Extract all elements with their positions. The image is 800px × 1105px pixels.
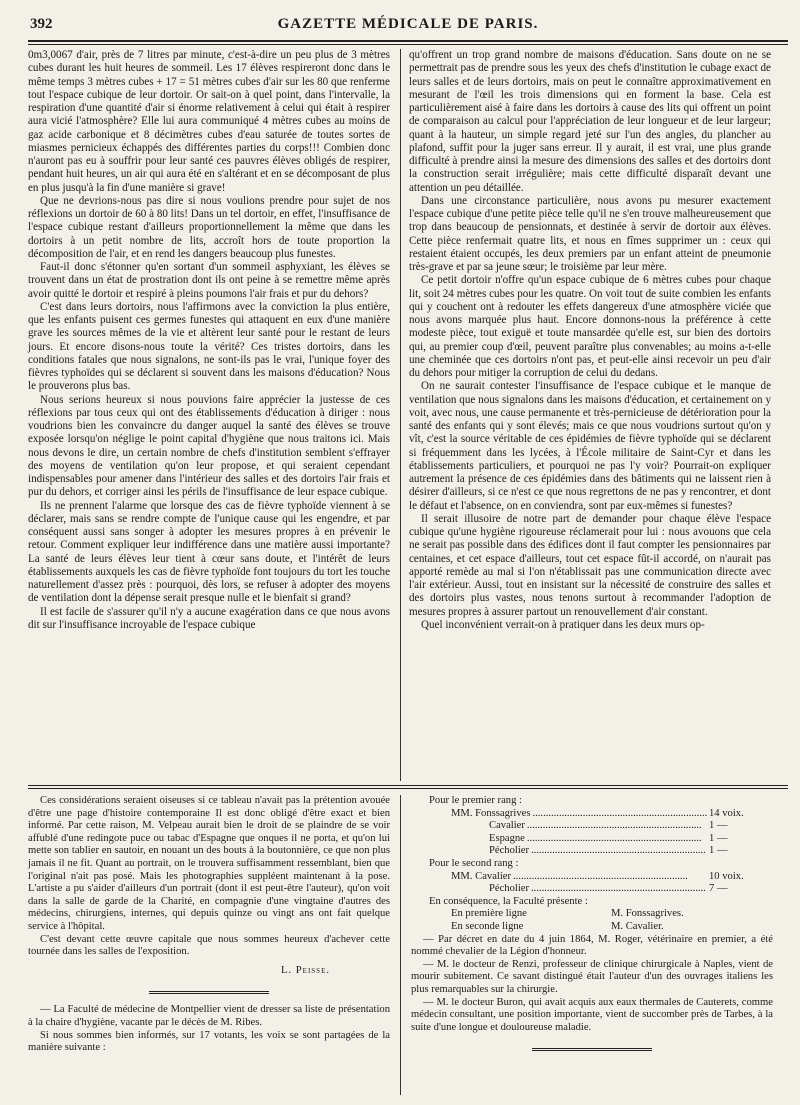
second-rank-label: Pour le second rang : [429, 857, 519, 869]
bottom-right-column [411, 795, 773, 1061]
vote-count: 1 — [709, 820, 728, 832]
column-divider [400, 795, 401, 1095]
leader-dots: .................................................................. [532, 807, 708, 819]
paragraph: Il est facile de s'assurer qu'il n'y a aucune exagération dans ce que nous avons dit sur l'insuffisance incroyable de l'espace cubique [28, 605, 390, 631]
vote-count: 14 voix. [709, 807, 744, 819]
candidate-name: Cavalier [489, 820, 525, 832]
vote-count: 1 — [709, 832, 728, 844]
rank-line: En première ligne [451, 908, 527, 920]
presented-name: M. Fonssagrives. [611, 908, 684, 920]
main-article [28, 49, 788, 781]
leader-dots: .................................................................. [526, 832, 702, 844]
paragraph: Si nous sommes bien informés, sur 17 votants, les voix se sont partagées de la manière suivante : [28, 1029, 390, 1054]
paragraph: Dans une circonstance particulière, nous avons pu mesurer exactement l'espace cubique d'une petite pièce telle qu'il ne s'en trouve malheureusement que trop dans beaucoup de pensionnats, et destinée à servir de dortoir aux élèves. Cette pièce renfermait quatre lits, et nous en fîmes supprimer un : ceux qui restaient étaient occupés, les deux premiers par un enfant atteint de pneumonie très-grave et par sa jeune sœur; le troisième par leur mère. [409, 194, 771, 273]
paragraph: Ce petit dortoir n'offre qu'un espace cubique de 6 mètres cubes pour chaque lit, soit 24 mètres cubes pour les quatre. On voit tout de suite combien les enfants qui y couchent ont à redouter les effets dangereux d'une atmosphère viciée que nous avons marquée plus haut. Encore donnons-nous la préférence à cette modeste pièce, tout exiguë et toute mansardée qu'elle est, sur bien des dortoirs qui, au premier coup d'œil, peuvent paraître plus convenables; au moins a-t-elle une cheminée que ces dortoirs n'ont pas, et peut-elle ainsi recevoir un peu d'air du dehors pour mitiger la corruption de celui du dedans. [409, 274, 771, 379]
page-number: 392 [30, 16, 53, 32]
candidate-name: Pécholier [489, 883, 530, 895]
presentation-row [411, 921, 773, 934]
paragraph: Ils ne prennent l'alarme que lorsque des cas de fièvre typhoïde viennent à se déclarer, mais sans se rendre compte de l'unique cause qui les engendre, et par conséquent aussi sans songer à adopter les mesures propres à en prévenir le retour. Comment expliquer leur indifférence dans une matière aussi importante? La santé de leurs élèves leur tient à cœur sans doute, et l'intérêt de leurs établissements auxquels les cas de fièvre typhoïde font toujours du tort les touche naturellement d'assez près : pourquoi, dès lors, se refuser à adopter des moyens de ventilation dont la dépense serait presque nulle et le bienfait si grand? [28, 499, 390, 605]
left-column [28, 49, 390, 632]
vote-row [411, 871, 773, 884]
rank-line: En seconde ligne [451, 920, 524, 932]
paragraph: — Par décret en date du 4 juin 1864, M. Roger, vétérinaire en premier, a été nommé chevalier de la Légion d'honneur. [411, 933, 773, 958]
paragraph: C'est dans leurs dortoirs, nous l'affirmons avec la conviction la plus entière, que les enfants puisent ces germes funestes qui attaquent en eux d'une manière grave les sources mêmes de la vie et altèrent leur santé pour le restant de leurs jours. Et encore disons-nous toute la vérité? Ces tristes dortoirs, dans les conditions fatales que nous signalons, ne sont-ils pas le vrai, l'unique foyer des fièvres typhoïdes qui se déclarent si souvent dans les maisons d'éducation? Nous le prouverons plus bas. [28, 300, 390, 393]
paragraph: Quel inconvénient verrait-on à pratiquer dans les deux murs op- [421, 618, 705, 631]
newspaper-page [28, 14, 788, 1076]
candidate-name: MM. Cavalier [451, 870, 512, 882]
vote-row [411, 833, 773, 846]
presentation-row [411, 908, 773, 921]
bottom-left-column [28, 795, 390, 1055]
presented-name: M. Cavalier. [611, 920, 664, 932]
column-divider [400, 49, 401, 781]
paragraph: — La Faculté de médecine de Montpellier vient de dresser sa liste de présentation à la chaire d'hygiène, vacante par le décès de M. Ribes. [28, 1004, 390, 1028]
leader-dots: .................................................................. [526, 820, 702, 832]
leader-dots: .................................................................. [531, 845, 706, 857]
paragraph: Faut-il donc s'étonner qu'en sortant d'un sommeil asphyxiant, les élèves se trouvent dans un état de prostration dont ils ont peine à se remettre même après avoir quitté le dortoir et respiré à pleins poumons l'air frais et pur du dehors? [28, 261, 390, 300]
vote-row [411, 808, 773, 821]
paragraph: C'est devant cette œuvre capitale que nous sommes heureux d'achever cette tournée dans les salles de l'exposition. [28, 933, 390, 958]
paragraph: On ne saurait contester l'insuffisance de l'espace cubique et le manque de ventilation que nous signalons dans les maisons d'éducation, et certainement on y voit, avec nous, une cause permanente et très-pernicieuse de détérioration pour la santé des enfants qui y sont élevés; mais ce que nous voudrions surtout qu'on y vît, c'est la source véritable de ces épidémies de fièvre typhoïde qui se déclarent si fréquemment dans les lycées, à l'École militaire de Saint-Cyr et dans les établissements particuliers, et pourquoi ne pas l'y voir? Pourrait-on expliquer autrement la présence de ces épidémies dans des bâtiments qui ne laissent rien à désirer d'ailleurs, si ce n'est ce que nous regrettons de ne pas y rencontrer, et dont le défaut et l'absence, on en conviendra, sont par eux-mêmes si funestes? [409, 380, 771, 512]
right-column [409, 49, 771, 632]
paragraph: Il serait illusoire de notre part de demander pour chaque élève l'espace cubique qu'une hygiène rigoureuse réclamerait pour lui : nous avouons que cela ne serait pas possible dans des édifices dont il faut compter les pensionnaires par centaines, et cet espace d'ailleurs, tout cet espace fût-il accordé, on n'aurait pas apporté remède au mal si l'on n'établissait pas une communication directe avec l'air extérieur. Aussi, tout en insistant sur la nécessité de construire des salles et des dortoirs plus vastes, nous tenons surtout à recommander l'adoption de mesures propres à assurer partout un renouvellement d'air constant. [409, 512, 771, 618]
first-rank-label: Pour le premier rang : [429, 795, 522, 806]
leader-dots: .................................................................. [513, 870, 688, 882]
paragraph: Ces considérations seraient oiseuses si ce tableau n'avait pas la prétention avouée d'être une page d'histoire contemporaine Il est donc obligé d'être exact et bien informé. Par cette raison, M. Velpeau aurait bien le droit de se plaindre de se voir affublé d'une redingote puce ou tabac d'Espagne que onques il ne porta, et qu'on lui mette son tablier en sautoir, en nouant un des bouts à la boutonnière, ce que non plus jamais il ne fit. Quant au portrait, on le trouvera suffisamment ressemblant, bien que l'original n'ait pas posé. Mais les photographies suppléent maintenant à la pose. L'artiste a pu s'aider d'ailleurs d'un portrait (dont il est peut-être l'auteur), qu'on voit dans la salle de garde de la Charité, en compagnie d'une vingtaine d'autres des médecins, chirurgiens, internes, qui depuis quinze ou vingt ans ont fait quelque service à l'hôpital. [28, 795, 390, 932]
leader-dots: .................................................................. [531, 883, 706, 895]
consequence-label: En conséquence, la Faculté présente : [429, 895, 588, 907]
vote-row [411, 883, 773, 896]
paragraph: — M. le docteur Buron, qui avait acquis aux eaux thermales de Cauterets, comme médecin consultant, une position importante, vient de succomber près de Tarbes, à la suite d'une longue et douloureuse maladie. [411, 996, 773, 1033]
vote-count: 7 — [709, 883, 728, 895]
candidate-name: Espagne [489, 832, 525, 844]
paragraph: 0m3,0067 d'air, près de 7 litres par minute, c'est-à-dire un peu plus de 3 mètres cubes durant les huit heures de sommeil. Les 17 élèves respireront donc dans le même temps 3 mètres cubes + 17 = 51 mètres cubes d'air sur les 80 que renferme tout l'espace cubique de leur dortoir. Or sait-on à quel point, dans l'intervalle, la respiration d'une quantité d'air si énorme relativement à celui qui était à respirer aura vicié l'atmosphère? Elle lui aura communiqué 4 mètres cubes au moins de gaz acide carbonique et 8 décimètres cubes d'eau saturée de toutes sortes de miasmes pernicieux échappés des différentes parties du corps!!! Combien donc n'auront pas eu à souffrir pour leur santé ces pauvres élèves obligés de respirer, pendant huit heures, un air qui aura été en s'altérant et en se décomposant de plus en plus jusqu'à la fin d'une manière si grave! [28, 49, 390, 194]
author-signature: L. Peisse. [281, 964, 330, 976]
vote-count: 10 voix. [709, 870, 744, 882]
candidate-name: Pécholier [489, 845, 530, 857]
feuilleton-rule [28, 785, 788, 789]
journal-title: GAZETTE MÉDICALE DE PARIS. [277, 16, 539, 32]
section-rule [532, 1048, 652, 1051]
vote-count: 1 — [709, 845, 728, 857]
page-header [28, 14, 788, 36]
paragraph: Nous serions heureux si nous pouvions faire apprécier la justesse de ces réflexions par tous ceux qui ont des établissements d'éducation à diriger : nous voudrions bien les convaincre du danger auquel la santé des élèves se trouve exposée lorsqu'on néglige le point capital d'hygiène que nous traitons ici. Mais nous devons le dire, un certain nombre de chefs d'institution semblent s'effrayer des moyens de ventilation qu'on leur propose, et qui seraient cependant indispensables pour amener dans l'intérieur des salles et des dortoirs l'air frais et pur du dehors, et corriger ainsi les périls de l'insuffisance de leur espace cubique. [28, 393, 390, 499]
vote-row [411, 845, 773, 858]
header-rule [28, 40, 788, 45]
candidate-name: MM. Fonssagrives [451, 807, 531, 819]
paragraph: — M. le docteur de Renzi, professeur de clinique chirurgicale à Naples, vient de mourir subitement. Ce savant distingué était l'auteur d'un des ouvrages italiens les plus remarquables sur la chirurgie. [411, 958, 773, 995]
paragraph: Que ne devrions-nous pas dire si nous voulions prendre pour sujet de nos réflexions un dortoir de 60 à 80 lits! Dans un tel dortoir, en effet, l'insuffisance de l'espace cubique restant d'ailleurs proportionnellement la même que dans les dortoirs à un petit nombre de lits, accroît hors de toute proportion la décomposition de l'air, et en rend les dangers beaucoup plus funestes. [28, 194, 390, 260]
section-rule [149, 991, 269, 994]
paragraph: qu'offrent un trop grand nombre de maisons d'éducation. Sans doute on ne se permettrait pas de prendre sous les yeux des chefs d'institution le cubage exact de leurs salles et de leurs dortoirs, mais on peut le connaître approximativement en mesurant de l'œil les trois dimensions qui en forment la base. Cela est particulièrement aisé à faire dans les dortoirs à cause des lits qui offrent un point de comparaison au calcul pour l'appréciation de leur longueur et de leur largeur; quant à la hauteur, un simple regard jeté sur l'un des angles, du plancher au plafond, suffit pour la juger sans erreur. Il y aurait, il est vrai, une plus grande difficulté à prendre ainsi la mesure des dimensions des salles et des dortoirs dont la construction serait irrégulière; mais cette difficulté disparaît devant une attention un peu détaillée. [409, 49, 771, 194]
vote-row [411, 820, 773, 833]
feuilleton-section [28, 795, 788, 1105]
